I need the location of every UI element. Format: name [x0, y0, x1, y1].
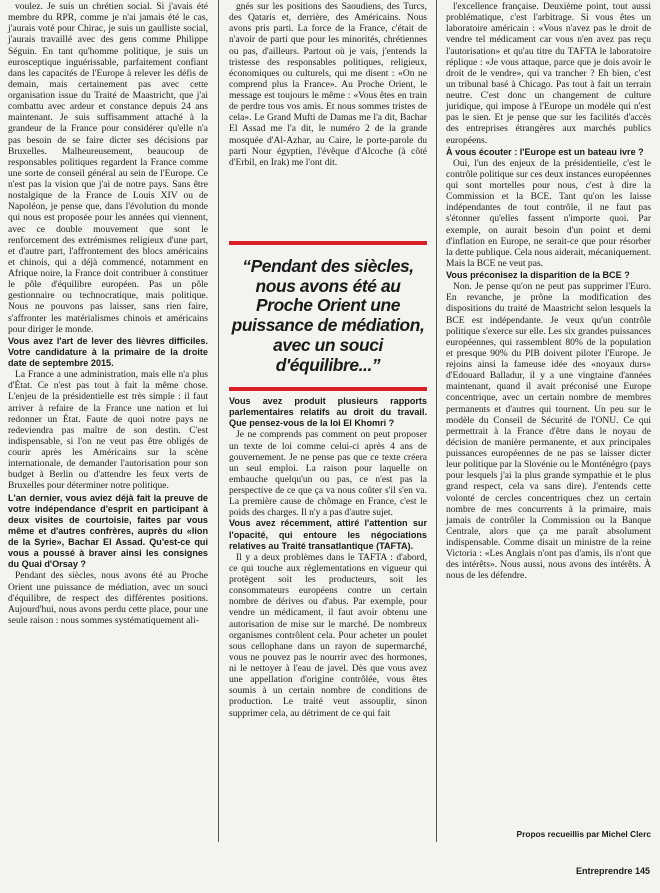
answer-paragraph: Non. Je pense qu'on ne peut pas supprimer l'Euro. En revanche, je prône la modification des dispositions du traité de Maastricht selon lesquels la BCE est indépendante. Je veux qu'un contrôle politique s'exerce sur elle. Les six grandes puissances européennes, qui rassemblent 80% de la population et presque 90% du PIB doivent piloter l'Europe. Je rejoins ainsi la fameuse idée des «noyaux durs» d'Edouard Balladur, il y a une vingtaine d'années maintenant, quand il avait préconisé une Europe concentrique, avec un certain nombre de membres permanents et d'autres qui tournent. Un peu sur le modèle du Conseil de Sécurité de l'ONU. Ce qui permettrait à la France d'être dans le noyau de décision de manière permanente, et aux principales puissances européennes de ne pas se laisser dicter leur politique par la Slovénie ou le Monténégro (pays pour lesquels j'ai la plus grande sympathie et le plus grand respect, cela va sans dire). J'entends cette volonté de cercles concentriques chez un certain nombre de mes concurrents à la primaire, mais jamais de contrôler la Commission ou la Banque Centrale, alors que ça me paraît absolument indispensable. Comme disait un ministre de la reine Victoria : «Les Anglais n'ont pas d'amis, ils n'ont que des intérêts». Nous aussi, nous avons des intérêts. À nous de les défendre.	[446, 281, 651, 582]
article-column-2	[229, 1, 427, 168]
answer-paragraph: La France a une administration, mais elle n'a plus d'État. Ce n'est pas tout à fait la même chose. L'enjeu de la présidentielle est très simple : il faut arriver à refaire de la France une nation et lui redonner un État. Faute de quoi notre pays ne redeviendra pas maître de son destin. C'est indispensable, si l'on ne veut pas être obligés de courir après les Américains sur la scène internationale, de demander l'autorisation pour son budget à Berlin ou d'attendre les feux verts de Bruxelles pour déterminer notre politique.	[8, 369, 208, 492]
answer-paragraph: Oui, l'un des enjeux de la présidentielle, c'est le contrôle politique sur ces deux instances européennes qui sont mortelles pour nous, c'est à dire la Commission et la BCE. Tant qu'on les laisse indépendantes de tout contrôle, il ne faut pas s'étonner qu'elles fassent n'importe quoi. Par exemple, on aurait besoin d'un point et demi d'inflation en Europe, ne serait-ce que pour résorber la dette publique. Cela nous aiderait, mécaniquement. Mais la BCE ne veut pas.	[446, 157, 651, 269]
article-column-3	[446, 1, 651, 582]
question: Vous avez récemment, attiré l'attention sur l'opacité, qui entoure les négociations relatives au Traité transatlantique (TAFTA).	[229, 518, 427, 551]
answer-paragraph: Pendant des siècles, nous avons été au Proche Orient une puissance de médiation, avec un souci d'équilibre, de respect des différentes positions. Aujourd'hui, nous avons perdu cette place, pour une seule raison : nous sommes systématiquement ali-	[8, 570, 208, 626]
pull-quote-top-rule	[229, 241, 427, 245]
question: Vous préconisez la disparition de la BCE ?	[446, 270, 630, 280]
question: À vous écouter : l'Europe est un bateau ivre ?	[446, 146, 644, 157]
question: Vous avez l'art de lever des lièvres difficiles. Votre candidature à la primaire de la droite date de septembre 2015.	[8, 335, 208, 368]
interview-credit: Propos recueillis par Michel Clerc	[516, 829, 651, 839]
article-column-2-continued	[229, 396, 427, 719]
answer-paragraph: l'excellence française. Deuxième point, tout aussi problématique, c'est l'arbitrage. Si vous êtes un laboratoire américain : «Vous n'avez pas le droit de vendre tel médicament car vous n'en avez pas reçu l'autorisation» et qu'au titre du TAFTA le laboratoire réplique : «Je vous attaque, parce que je dois avoir le droit de le vendre», qui va trancher ? Eh bien, c'est un tribunal basé à Chicago. Pas tout à fait un terrain neutre. C'est donc un changement de culture juridique, qui impose à l'Europe un modèle qui n'est pas le sien. Et je pense que sur les facilités d'accès des entreprises étrangères aux marchés publics européens.	[446, 1, 651, 146]
pull-quote-text: “Pendant des siècles, nous avons été au Proche Orient une puissance de médiation, avec un souci d'équilibre...”	[231, 256, 425, 375]
answer-paragraph: Il y a deux problèmes dans le TAFTA : d'abord, ce qui touche aux règlementations en vigueur qui protègent soit les producteurs, soit les consommateurs européens contre un certain nombre de dérives ou d'abus. Par exemple, pour vendre un médicament, il faut avoir obtenu une autorisation de mise sur le marché. De nombreux organismes contrôlent cela. Pour acheter un poulet sous cellophane dans un rayon de supermarché, vous ne pouvez pas le nourrir avec des hormones, ni le nettoyer à l'eau de javel. Dès que vous avez une appellation d'origine contrôlée, vous êtes soumis à un certain nombre de conditions de production. Le traité veut assouplir, sinon supprimer cela, au détriment de ce qui fait	[229, 551, 427, 719]
answer-paragraph: Je ne comprends pas comment on peut proposer un texte de loi comme celui-ci après 4 ans de gouvernement. Je ne pense pas que ce texte créera un seul emploi. La raison pour laquelle on embauche quelqu'un ou pas, ce n'est pas la perspective de ce que ça va nous coûter s'il s'en va. La première cause de chômage en France, c'est le poids des charges. Il n'y a pas d'autre sujet.	[229, 429, 427, 519]
page-footer: Entreprendre 145	[575, 866, 650, 876]
question: L'an dernier, vous aviez déjà fait la preuve de votre indépendance d'esprit en participant à deux visites de courtoisie, faites par vous même et d'autres confrères, auprès du «lion de la Syrie», Bachar El Assad. Qu'est-ce qui vous a poussé à braver ainsi les consignes du Quai d'Orsay ?	[8, 492, 208, 570]
column-divider	[436, 0, 437, 842]
pull-quote-bottom-rule	[229, 387, 427, 391]
column-divider	[218, 0, 219, 842]
answer-paragraph: voulez. Je suis un chrétien social. Si j'avais été membre du RPR, comme je n'ai jamais été le cas, j'aurais voté pour Chirac, je suis un gaulliste social, j'aurais travaillé avec des gens comme Philippe Séguin. En tant qu'homme politique, je suis un eurosceptique inguérissable, parfaitement confiant dans les capacités de l'Europe à relever les défis de demain, mais certainement pas avec cette organisation issue du Traité de Maastricht, que j'ai combattu avec ardeur et constance depuis 24 ans maintenant. Je suis suffisamment attaché à la grandeur de la France pour considérer qu'elle n'a pas besoin de se faire dicter ses décisions par Bruxelles. Malheureusement, beaucoup de responsables politiques regardent la France comme une sorte de conseil général au sein de l'Europe. Ce n'est pas la vision que j'ai de notre pays. Sans être nostalgique de la France de Louis XIV ou de Napoléon, je pense que, dans l'évolution du monde qui nous est proposée pour les années qui viennent, avec ce double mouvement que sont le renforcement des extrémismes religieux d'une part, et d'autre part, l'affrontement des blocs américains et chinois, qui a déjà commencé, notamment en Afrique noire, la France doit contribuer à constituer le pôle d'équilibre européen. Pas un pôle gestionnaire ou technocratique, mais politique. Nous ne pouvons pas laisser, sans rien faire, s'affronter les matérialismes chinois et américains pour diriger le monde.	[8, 1, 208, 335]
pull-quote	[229, 241, 427, 391]
question: Vous avez produit plusieurs rapports parlementaires relatifs au droit du travail. Que pensez-vous de la loi El Khomri ?	[229, 396, 427, 429]
article-column-1	[8, 1, 208, 626]
answer-paragraph: gnés sur les positions des Saoudiens, des Turcs, des Qataris et, derrière, des Américains. Nous avons pris parti. La force de la France, c'était de n'avoir de parti que pour les minorités, chrétiennes ou pas, d'ailleurs. Partout où je vais, j'entends la tristesse des responsables politiques, religieux, économiques ou culturels, qui me disent : «On ne comprend plus la France». Au Proche Orient, le message est toujours le même : «Vous êtes en train de perdre tous vos amis. Et nous sommes tristes de cela». Le Grand Mufti de Damas me l'a dit, Bachar El Assad me l'a dit, le numéro 2 de la grande mosquée d'Al-Azhar, au Caire, le porte-parole du parti Nour égyptien, l'évêque d'Alcoche (à côté d'Erbil, en Irak) me l'ont dit.	[229, 1, 427, 168]
